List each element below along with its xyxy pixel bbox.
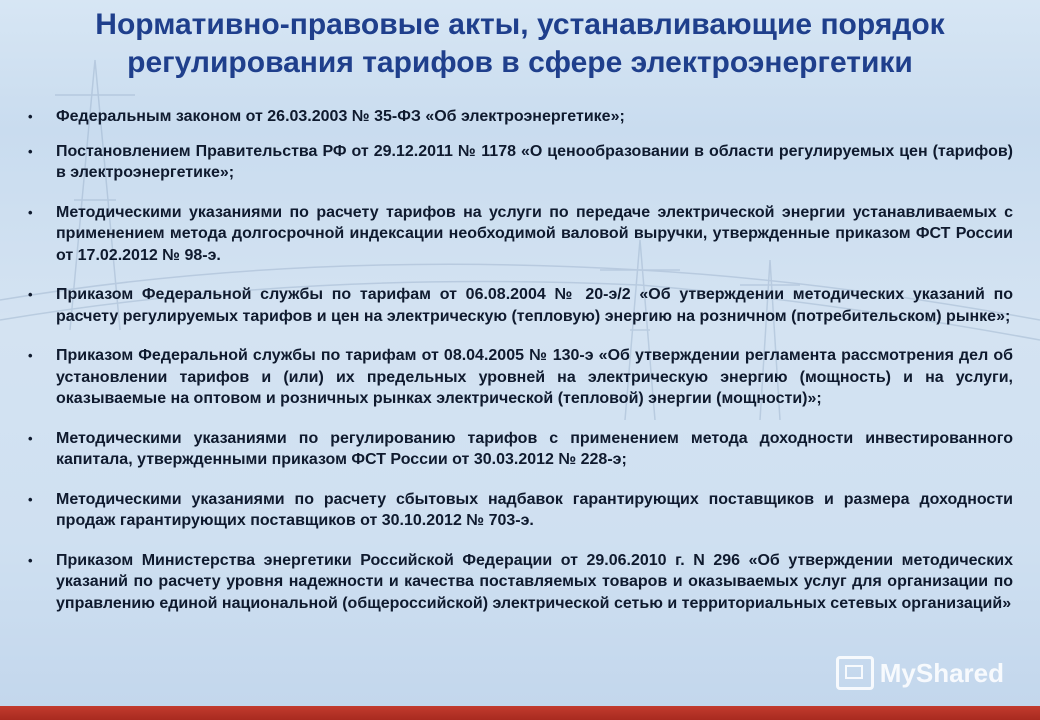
bullet-icon: • <box>28 143 33 159</box>
list-item-text: Методическими указаниями по расчету тарифов на услуги по передаче электрической энергии устанавливаемых с применением метода долгосрочной индексации необходимой валовой выручки, утвержденные приказом ФСТ России от 17.02.2012 № 98-э. <box>56 203 1013 264</box>
list-item-text: Методическими указаниями по регулированию тарифов с применением метода доходности инвестированного капитала, утвержденными приказом ФСТ России от 30.03.2012 № 228-э; <box>56 429 1013 468</box>
watermark-text: MyShared <box>879 657 1004 688</box>
list-item <box>28 428 1013 471</box>
bullet-icon: • <box>28 109 33 124</box>
list-item <box>28 106 1013 128</box>
bullet-icon: • <box>28 491 33 507</box>
bullet-icon: • <box>28 430 33 446</box>
list-item-text: Постановлением Правительства РФ от 29.12.2011 № 1178 «О ценообразовании в области регулируемых цен (тарифов) в электроэнергетике»; <box>56 142 1013 181</box>
list-item-text: Федеральным законом от 26.03.2003 № 35-ФЗ «Об электроэнергетике»; <box>56 108 625 125</box>
bottom-red-stripe <box>0 706 1040 720</box>
page-title: Нормативно-правовые акты, устанавливающие порядок регулирования тарифов в сфере электроэнергетики <box>95 8 945 79</box>
list-item-text: Методическими указаниями по расчету сбытовых надбавок гарантирующих поставщиков и размера доходности продаж гарантирующих поставщиков от 30.10.2012 № 703-э. <box>56 490 1013 529</box>
list-item <box>28 345 1013 410</box>
list-item <box>28 202 1013 267</box>
list-item-text: Приказом Федеральной службы по тарифам от 06.08.2004 № 20-э/2 «Об утверждении методических указаний по расчету регулируемых тарифов и цен на электрическую (тепловую) энергию на розничном (потребительском) рынке»; <box>56 286 1013 325</box>
list-item <box>28 489 1013 532</box>
myshared-watermark <box>836 656 1004 690</box>
bullet-icon: • <box>28 204 33 220</box>
list-item-text: Приказом Министерства энергетики Российской Федерации от 29.06.2010 г. N 296 «Об утверждении методических указаний по расчету уровня надежности и качества поставляемых товаров и оказываемых услуг для организации по управлению единой национальной (общероссийской) электрической сетью и территориальных сетевых организаций» <box>56 551 1013 612</box>
list-item <box>28 141 1013 184</box>
list-item <box>28 284 1013 327</box>
bullet-icon: • <box>28 552 33 568</box>
myshared-logo-icon <box>836 656 874 690</box>
list-item-text: Приказом Федеральной службы по тарифам от 08.04.2005 № 130-э «Об утверждении регламента рассмотрения дел об установлении тарифов и (или) их предельных уровней на электрическую энергию (мощность) и на услуги, оказываемые на оптовом и розничных рынках электрической (тепловой) энергии (мощности)»; <box>56 347 1013 407</box>
bullet-icon: • <box>28 348 33 363</box>
bullet-icon: • <box>28 287 33 302</box>
legal-acts-list <box>28 106 1013 614</box>
list-item <box>28 550 1013 615</box>
